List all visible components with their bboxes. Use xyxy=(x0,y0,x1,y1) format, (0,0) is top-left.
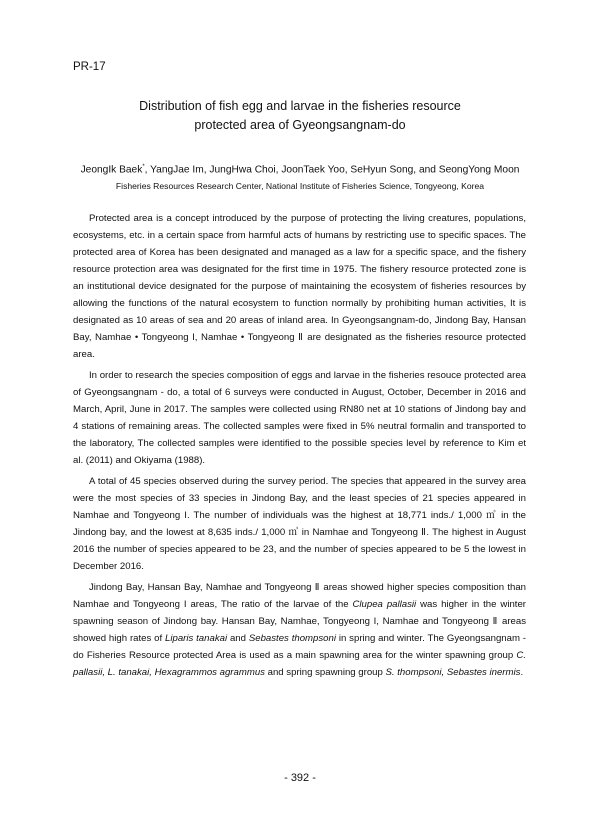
p4-text-g: in spring and winter. The Gyeongsangnam - do Fisheries Resource protected Area is used as a main spawning area for the winter spawning group xyxy=(73,633,527,661)
paragraph-1: Protected area is a concept introduced by the purpose of protecting the living creatures, populations, ecosystems, etc. in a certain space from harmful acts of humans by restricting use to specific spaces. The protected area of Korea has been designated and managed as a law for a specific space, and the fishery resource protection area was designated for the first time in 1975. The fishery resource protected zone is an institutional device designated for the purpose of maintaining the ecosystem of fisheries resources by allowing the functions of the natural ecosystem to function normally by prohibiting human activities, It is designated as 10 areas of sea and 20 areas of inland area. In Gyeongsangnam-do, Jindong Bay, Hansan Bay, Namhae • Tongyeong I, Namhae • Tongyeong Ⅱ are designated as the fisheries resource protected area. xyxy=(73,213,526,360)
first-author: JeongIk Baek xyxy=(80,164,143,176)
p4-text-a: Jindong Bay, Hansan Bay, Namhae and Tongyeong Ⅱ areas showed higher species composition than Namhae and Tongyeong I areas, The ratio of the larvae of the xyxy=(73,582,526,610)
p4-text-e: and xyxy=(227,633,249,644)
title-line-1: Distribution of fish egg and larvae in the fisheries resource xyxy=(139,99,461,113)
p4-text-k: . xyxy=(520,667,524,678)
paragraph-2: In order to research the species composition of eggs and larvae in the fisheries resouce protected area of Gyeongsangnam - do, a total of 6 surveys were conducted in August, October, December in 2016 and March, April, June in 2017. The samples were collected using RN80 net at 10 stations of Jindong bay and 4 stations of remaining areas. The collected samples were fixed in 5% neutral formalin and transported to the laboratory, The collected samples were identified to the possible species level by reference to Kim et al. (2011) and Okiyama (1988). xyxy=(73,370,526,466)
affiliation: Fisheries Resources Research Center, National Institute of Fisheries Science, Tongyeong, Korea xyxy=(115,181,485,191)
paragraph-3: A total of 45 species observed during the survey period. The species that appeared in the survey area were the most species of 33 species in Jindong Bay, and the least species of 21 species appeared in Namhae and Tongyeong I. The number of individuals was the highest at 18,771 inds./ 1,000 ㎥ in the Jindong bay, and the lowest at 8,635 inds./ 1,000 ㎥ in Namhae and Tongyeong Ⅱ. The highest in August 2016 the number of species appeared to be 23, and the number of species appeared to be 5 the lowest in December 2016. xyxy=(73,476,526,572)
abstract-code: PR-17 xyxy=(73,61,106,73)
author-list xyxy=(0,164,600,175)
p4-text-i: and spring spawning group xyxy=(264,667,386,678)
abstract-body xyxy=(73,210,526,685)
p4-text-c: was higher in the winter spawning season of Jindong bay. Hansan Bay, Namhae, Tongyeong I, Namhae and Tongyeong Ⅱ areas showed high rates of xyxy=(73,599,526,644)
species-liparis: Liparis tanakai xyxy=(165,633,228,644)
title-line-2: protected area of Gyeongsangnam-do xyxy=(194,118,406,132)
other-authors: , YangJae Im, JungHwa Choi, JoonTaek Yoo, SeHyun Song, and SeongYong Moon xyxy=(144,164,520,176)
paragraph-4 xyxy=(73,579,526,681)
spring-species-list: S. thompsoni, Sebastes inermis xyxy=(385,667,521,678)
winter-species-list: C. pallasii, L. tanakai, Hexagrammos agrammus xyxy=(73,650,526,678)
page-number: - 392 - xyxy=(284,772,316,784)
species-clupea: Clupea pallasii xyxy=(352,599,417,610)
corresponding-mark: * xyxy=(142,164,145,170)
species-sebastes: Sebastes thompsoni xyxy=(248,633,336,644)
